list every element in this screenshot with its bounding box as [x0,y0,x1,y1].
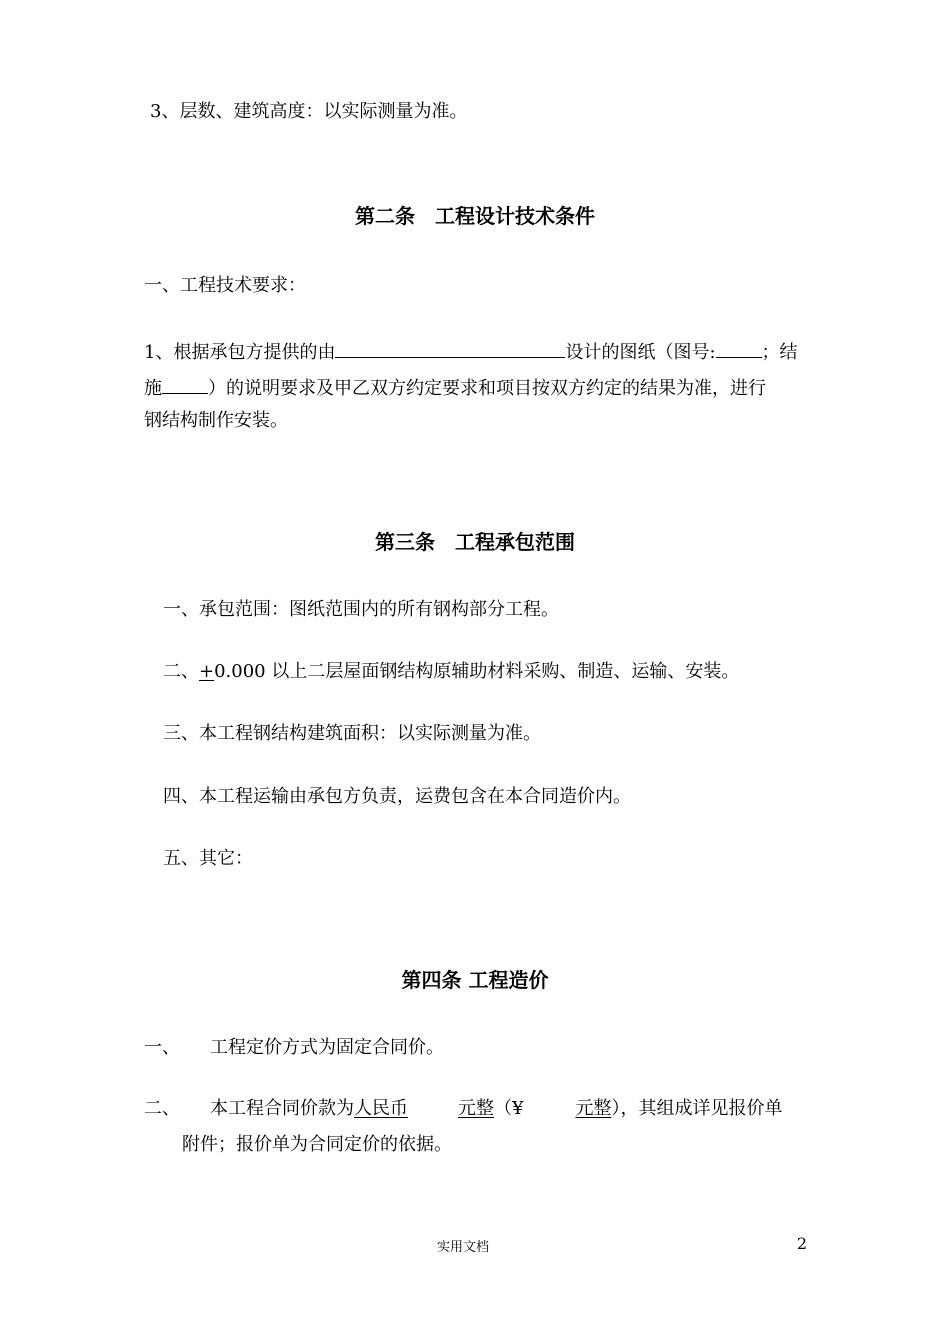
text-fragment: 0.000 以上二层屋面钢结构原辅助材料采购、制造、运输、安装。 [214,661,740,682]
article4-title: 第四条 工程造价 [401,968,549,992]
plus-minus-sign: + [199,661,215,682]
yuan-label: 元整 [458,1098,494,1119]
rmb-label: 人民币 [354,1098,408,1119]
article3-item4: 四、本工程运输由承包方负责，运费包含在本合同造价内。 [163,786,631,807]
footer-label: 实用文档 [437,1240,490,1255]
text-fragment: 施 [144,378,162,399]
item-number: 一、 [144,1037,180,1058]
article4-item2-line1 [144,1097,782,1121]
item-text: 工程定价方式为固定合同价。 [210,1037,444,1058]
text-fragment: ），其组成详见报价单 [611,1098,783,1119]
article3-item5: 五、其它： [163,848,253,869]
section1-item3: 3、层数、建筑高度：以实际测量为准。 [150,101,468,122]
structure-number-blank [162,373,208,394]
yen-amount-blank [523,1097,575,1121]
text-fragment: 本工程合同价款为 [210,1098,354,1119]
yuan-label: 元整 [575,1098,612,1119]
article3-item1: 一、承包范围：图纸范围内的所有钢构部分工程。 [163,599,559,620]
article2-paragraph-line2 [144,373,766,401]
drawing-number-blank [716,337,762,358]
text-fragment: 1、根据承包方提供的由 [144,342,336,363]
rmb-amount-underlined [354,1098,494,1119]
yen-amount-underlined [523,1098,611,1119]
text-fragment: 设计的图纸（图号: [565,342,716,363]
article3-item3: 三、本工程钢结构建筑面积：以实际测量为准。 [163,723,541,744]
article2-title: 第二条 工程设计技术条件 [355,204,595,228]
rmb-amount-blank [408,1097,458,1121]
article2-paragraph-line3: 钢结构制作安装。 [144,410,288,431]
text-fragment: ）的说明要求及甲乙双方约定要求和项目按双方约定的结果为准，进行 [208,378,766,399]
page-number: 2 [796,1234,807,1253]
text-fragment: 二、 [163,661,199,682]
article2-subheading: 一、工程技术要求： [144,275,306,296]
text-fragment: （¥ [494,1098,524,1119]
article4-item2-line2: 附件；报价单为合同定价的依据。 [182,1134,452,1155]
designer-blank [335,337,565,358]
article4-item1 [144,1036,444,1060]
article3-title: 第三条 工程承包范围 [375,530,575,554]
article2-paragraph-line1 [144,337,798,365]
article3-item2 [163,660,739,684]
item-number: 二、 [144,1098,180,1119]
text-fragment: ；结 [761,342,798,363]
